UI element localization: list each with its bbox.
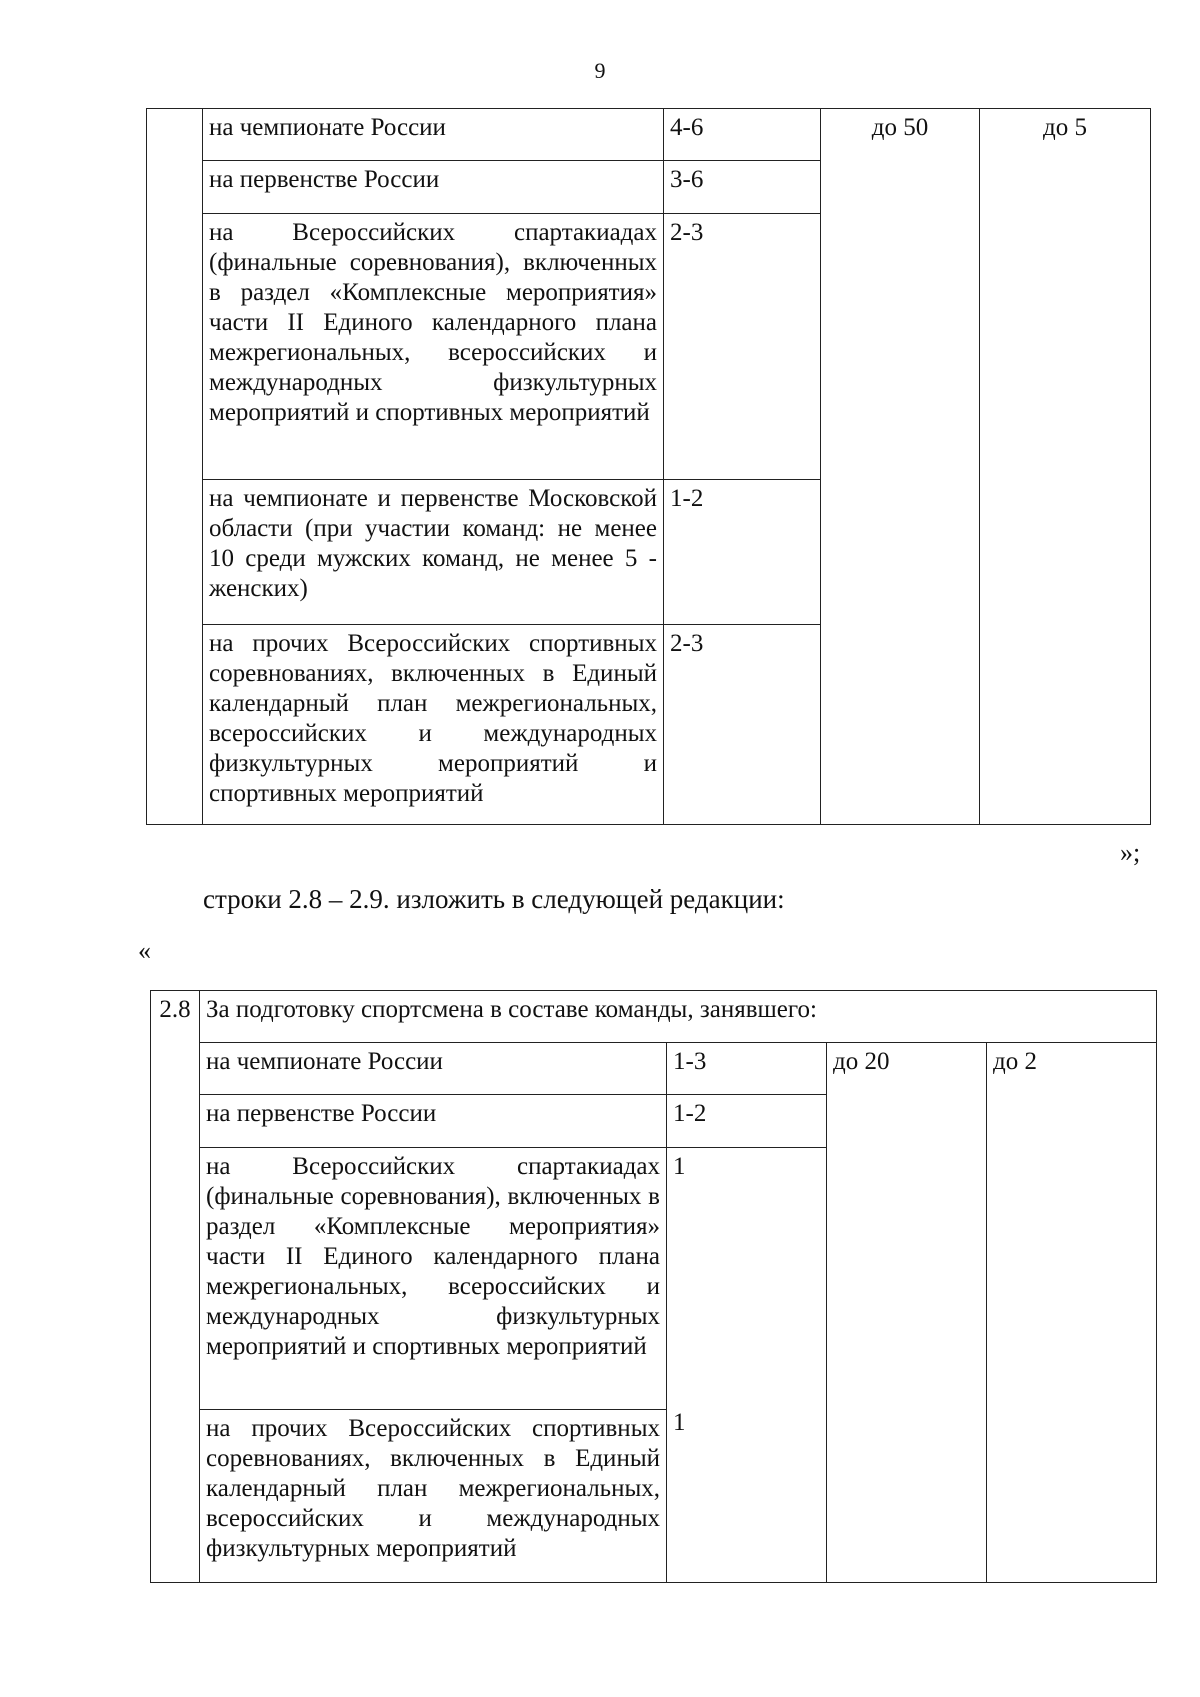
closing-quote: »;: [1120, 838, 1141, 867]
row-label: на прочих Всероссийских спортивных соревнованиях, включенных в Единый календарный план межрегиональных, всероссийских и международных физкультурных мероприятий: [200, 1410, 667, 1583]
row-label: на чемпионате и первенстве Московской области (при участии команд: не менее 10 среди мужских команд, не менее 5 - женских): [203, 480, 664, 625]
row-places: 1-2: [664, 480, 821, 625]
row-places: [667, 1148, 827, 1583]
places-value: 1: [673, 1409, 686, 1436]
row-places: 4-6: [664, 109, 821, 161]
table-row: [151, 1043, 1157, 1095]
row-places: 1-2: [667, 1095, 827, 1148]
opening-quote: «: [138, 936, 151, 965]
row-label: на Всероссийских спартакиадах (финальные соревнования), включенных в раздел «Комплексные мероприятия» части II Единого календарного плана межрегиональных, всероссийских и международных физкультурных мероприятий и спортивных мероприятий: [203, 214, 664, 480]
table-row: [147, 109, 1151, 161]
section-header: За подготовку спортсмена в составе команды, занявшего:: [200, 991, 1157, 1043]
row-number: 2.8: [151, 991, 200, 1583]
row-places: 3-6: [664, 161, 821, 214]
row-label: на Всероссийских спартакиадах (финальные соревнования), включенных в раздел «Комплексные мероприятия» части II Единого календарного плана межрегиональных, всероссийских и международных физкультурных мероприятий и спортивных мероприятий: [200, 1148, 667, 1410]
limit-cell: до 5: [980, 109, 1151, 825]
table-continued: [146, 108, 1151, 825]
page-number: 9: [594, 58, 606, 83]
row-label: на первенстве России: [203, 161, 664, 214]
table-new-rows: [150, 990, 1157, 1583]
amount-cell: до 50: [821, 109, 980, 825]
row-places: 2-3: [664, 625, 821, 825]
instruction-text: строки 2.8 – 2.9. изложить в следующей редакции:: [203, 884, 785, 914]
table-header-row: [151, 991, 1157, 1043]
row-label: на чемпионате России: [200, 1043, 667, 1095]
amount-cell: до 20: [827, 1043, 987, 1583]
number-cell: [147, 109, 203, 825]
places-value: 1: [673, 1153, 686, 1180]
row-places: 1-3: [667, 1043, 827, 1095]
limit-cell: до 2: [987, 1043, 1157, 1583]
row-label: на первенстве России: [200, 1095, 667, 1148]
row-label: на прочих Всероссийских спортивных соревнованиях, включенных в Единый календарный план межрегиональных, всероссийских и международных физкультурных мероприятий и спортивных мероприятий: [203, 625, 664, 825]
row-label: на чемпионате России: [203, 109, 664, 161]
row-places: 2-3: [664, 214, 821, 480]
